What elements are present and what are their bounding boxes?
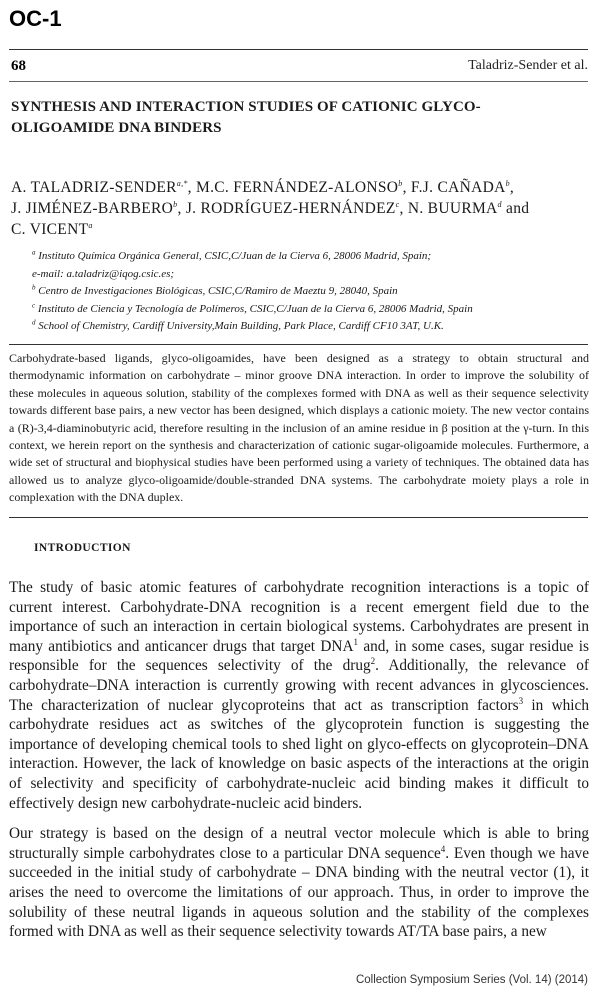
footer-series: Collection Symposium Series (Vol. 14) (2014) [355, 974, 588, 986]
title-line: OLIGOAMIDE DNA BINDERS [11, 120, 222, 136]
author-affiliation-mark: b [173, 199, 178, 209]
affiliation-item [32, 248, 588, 266]
paragraph-text: and, in some cases, sugar residue is responsible for the sequences selectivity of the drug [9, 637, 589, 675]
paragraph-text: . Even though we have succeeded in the initial study of carbohydrate – DNA binding with the neutral vector (1), it arises the need to overcome the limitations of our approach. Thus, in order to improve the solubility of these neutral ligands in aqueous solution and the stability of the complexes formed with DNA as well as their sequence selectivity towards AT/TA base pairs, a new [9, 844, 589, 941]
affiliation-mark: c [32, 300, 36, 309]
affiliation-text: School of Chemistry, Cardiff University,Main Building, Park Place, Cardiff CF10 3AT, U.K. [35, 320, 444, 332]
author-name: N. BUURMA [407, 200, 498, 217]
author-name: J. JIMÉNEZ-BARBERO [11, 200, 174, 217]
author-affiliation-mark: c [395, 199, 400, 209]
citation-mark: 1 [353, 636, 359, 647]
page-number: 68 [11, 58, 26, 74]
affiliation-item [32, 301, 588, 319]
author-separator: , [402, 179, 411, 196]
header-divider [9, 81, 588, 82]
author-separator: and [501, 200, 530, 217]
author-list [11, 177, 586, 240]
affiliation-list [32, 248, 588, 336]
paragraph-text: in which carbohydrate residues act as switches of the glycoprotein function is suggesting the importance of developing chemical tools to shed light on glyco-effects on glycoprotein–DNA interaction. However, the lack of knowledge on basic aspects of the interactions at the origin of selectivity and specificity of carbohydrate-nucleic acid binding makes it difficult to effectively design new carbohydrate-nucleic acid binders. [9, 696, 589, 812]
author-name: C. VICENT [11, 221, 89, 238]
introduction-body [9, 578, 589, 953]
author-name: M.C. FERNÁNDEZ-ALONSO [196, 179, 399, 196]
running-head: Taladriz-Sender et al. [468, 58, 588, 73]
body-paragraph [9, 824, 589, 942]
top-divider [9, 49, 588, 50]
abstract-top-divider [9, 344, 588, 345]
author-affiliation-mark: a,* [176, 178, 188, 188]
affiliation-text: Centro de Investigaciones Biológicas, CSIC,C/Ramiro de Maeztu 9, 28040, Spain [35, 285, 398, 297]
author-separator: , [177, 200, 186, 217]
affiliation-mark: d [32, 318, 36, 327]
citation-mark: 3 [518, 695, 524, 706]
affiliation-item [32, 283, 588, 301]
affiliation-text: Instituto Química Orgánica General, CSIC,C/Juan de la Cierva 6, 28006 Madrid, Spain; [35, 250, 432, 262]
section-heading-introduction: INTRODUCTION [34, 542, 131, 554]
affiliation-mark: b [32, 283, 36, 292]
affiliation-mark: a [32, 248, 36, 257]
author-name: A. TALADRIZ-SENDER [11, 179, 177, 196]
abstract-code: OC-1 [9, 6, 62, 31]
affiliation-item [32, 318, 588, 336]
citation-mark: 4 [440, 843, 446, 854]
title-line: SYNTHESIS AND INTERACTION STUDIES OF CATIONIC GLYCO- [11, 99, 481, 115]
author-separator: , [509, 179, 515, 196]
author-affiliation-mark: b [505, 178, 510, 188]
affiliation-text: e-mail: a.taladriz@iqog.csic.es; [32, 267, 175, 280]
author-name: F.J. CAÑADA [410, 179, 506, 196]
affiliation-text: Instituto de Ciencia y Tecnología de Polímeros, CSIC,C/Juan de la Cierva 6, 28006 Madrid, Spain [35, 302, 473, 315]
body-paragraph [9, 578, 589, 813]
author-affiliation-mark: b [398, 178, 403, 188]
author-name: J. RODRÍGUEZ-HERNÁNDEZ [185, 200, 396, 217]
author-separator: , [187, 179, 197, 196]
author-separator: , [399, 200, 408, 217]
paragraph-text: . Additionally, the relevance of carbohydrate–DNA interaction is currently growing with recent advances in glycosciences. The characterization of nuclear glycoproteins that act as transcription factors [9, 657, 589, 714]
paragraph-text: Our strategy is based on the design of a neutral vector molecule which is able to bring structurally simple carbohydrates close to a particular DNA sequence [9, 825, 589, 862]
abstract-bottom-divider [9, 517, 588, 518]
article-title [11, 97, 581, 139]
paragraph-text: The study of basic atomic features of carbohydrate recognition interactions is a topic of current interest. Carbohydrate-DNA recognition is a recent emergent field due to the importance of such an interaction in certain biological systems. Carbohydrates are present in many antibiotics and anticancer drugs that target DNA [9, 579, 589, 655]
abstract-text: Carbohydrate-based ligands, glyco-oligoamides, have been designed as a strategy to obtain structural and thermodynamic information on carbohydrate – minor groove DNA interaction. In order to improve the solubility of these molecules in aqueous solution, stability of the complexes formed with DNA as well as their sequence selectivity towards different base pairs, a new vector has been designed, which displays a cationic moiety. The new vector contains a (R)-3,4-diaminobutyric acid, therefore resulting in the inclusion of an amine residue in β position at the γ-turn. In this context, we herein report on the synthesis and characterization of cationic sugar-oligoamide molecules. Furthermore, a wide set of structural and biophysical studies have been performed using a variety of techniques. The obtained data has allowed us to analyze glyco-oligoamide/double-stranded DNA systems. The carbohydrate moiety plays a role in complexation with the DNA duplex. [9, 351, 589, 505]
author-affiliation-mark: d [497, 199, 502, 209]
citation-mark: 2 [370, 656, 376, 667]
affiliation-email [32, 266, 588, 284]
author-affiliation-mark: a [88, 220, 93, 230]
